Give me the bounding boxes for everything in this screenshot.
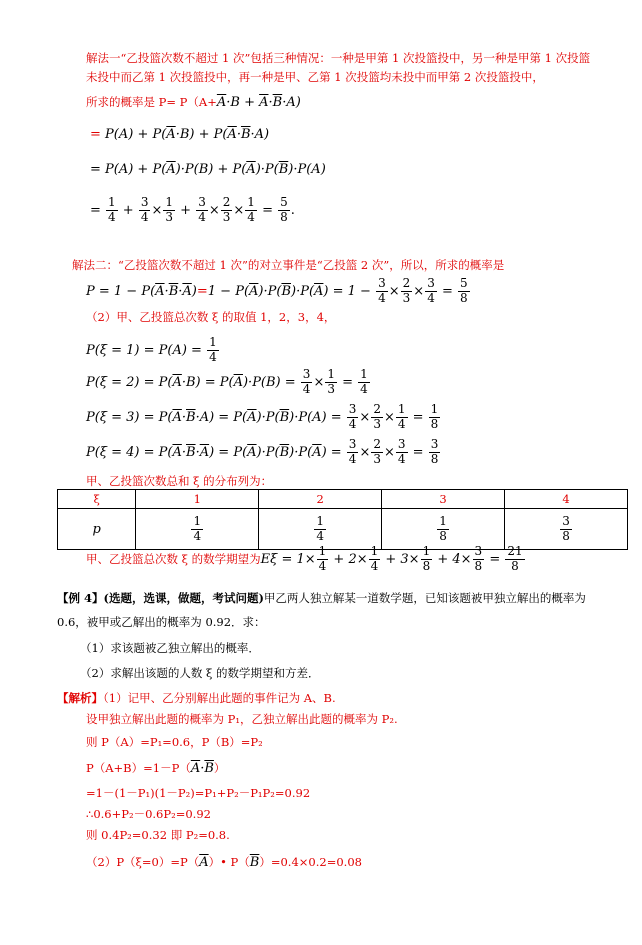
p-xi-1: P(ξ = 1) = P(A) = $\frac{1}{4}$ <box>86 335 217 364</box>
method1-prob-expr: $\overline{A}\cdot B + \overline{A}\cdot\overline{B}\cdot A$) <box>216 95 301 110</box>
table-row-probs <box>58 509 628 550</box>
analysis-label: 【解析】 <box>57 691 103 705</box>
analysis-s4 <box>86 760 225 776</box>
method1-eq3: = $P(A) + P(\overline{A})\cdot P(B) + P(\overline{A})\cdot P(\overline{B})\cdot P(A)$ <box>90 162 326 177</box>
expectation-label: 甲、乙投篮总次数 ξ 的数学期望为 <box>86 551 261 566</box>
example4-q2: （2）求解出该题的人数 ξ 的数学期望和方差． <box>80 666 320 680</box>
analysis-s8-mid: ）• P（ <box>208 855 250 869</box>
analysis-s5: =1－(1－P₁)(1－P₂)=P₁+P₂－P₁P₂=0.92 <box>86 786 311 800</box>
analysis-s4-expr: $\overline{A}\cdot\overline{B}$ <box>190 761 214 776</box>
example4-statement: 甲乙两人独立解某一道数学题，已知该题被甲独立解出的概率为 <box>263 591 586 605</box>
p-xi-2: $P(\xi = 2) = P(\overline{A}\cdot B) = P(\overline{A})\cdot P(B)$ = $\frac{3}{4}$ × $\frac{1}{3}$ = $\frac{1}{4}$ <box>86 367 368 396</box>
table-prob-3: $\frac{1}{8}$ <box>382 509 505 550</box>
analysis-s7: 则 0.4P₂=0.32 即 P₂=0.8. <box>86 828 230 842</box>
example4-tags: (选题，选课，做题，考试问题) <box>103 591 264 605</box>
table-header-4: 4 <box>505 490 628 509</box>
analysis-s8 <box>86 854 362 870</box>
part2-intro: （2）甲、乙投篮总次数 ξ 的取值 1，2，3，4， <box>86 310 336 324</box>
method2-line1: 解法二：“乙投篮次数不超过 1 次”的对立事件是“乙投篮 2 次”，所以，所求的概率是 <box>72 258 505 272</box>
table-header-3: 3 <box>382 490 505 509</box>
table-prob-4: $\frac{3}{8}$ <box>505 509 628 550</box>
method1-line1: 解法一“乙投篮次数不超过 1 次”包括三种情况：一种是甲第 1 次投篮投中，另一种是甲第 1 次投篮 <box>86 51 591 65</box>
method1-line2: 未投中而乙第 1 次投篮投中，再一种是甲、乙第 1 次投篮均未投中而甲第 2 次投篮投中， <box>86 70 544 84</box>
method1-eq2: = $P(A) + P(\overline{A}\cdot B) + P(\overline{A}\cdot\overline{B}\cdot A)$ <box>90 127 270 142</box>
analysis-s1: （1）记甲、乙分别解出此题的事件记为 A、B. <box>103 691 336 705</box>
p-xi-3: $P(\xi = 3) = P(\overline{A}\cdot\overline{B}\cdot A) = P(\overline{A})\cdot P(\overline{B})\cdot P(A)$ = $\frac{3}{4}$ × $\frac{2}{3}$ × $\frac{1}{4}$ = $\frac{1}{8}$ <box>86 402 439 431</box>
table-header-2: 2 <box>259 490 382 509</box>
example4-line2: 0.6，被甲或乙解出的概率为 0.92．求： <box>57 615 266 629</box>
analysis-s8-suffix: ）=0.4×0.2=0.08 <box>259 855 362 869</box>
table-row-header <box>58 490 628 509</box>
table-header-1: 1 <box>136 490 259 509</box>
expectation-expr: Eξ = 1× $\frac{1}{4}$ + 2× $\frac{1}{4}$ + 3× $\frac{1}{8}$ + 4× $\frac{3}{8}$ = $\frac{21}{8}$ <box>260 544 523 573</box>
expectation-line <box>86 545 526 574</box>
table-prob-1: $\frac{1}{4}$ <box>136 509 259 550</box>
method1-prob-line <box>86 94 301 110</box>
method1-prob-prefix: 所求的概率是 P= P（A+ <box>86 95 217 109</box>
analysis-s6: ∴0.6+P₂－0.6P₂=0.92 <box>86 807 211 821</box>
table-header-xi: ξ <box>58 490 136 509</box>
analysis-s4-suffix: ） <box>213 761 226 775</box>
analysis-s4-prefix: P（A+B）=1－P（ <box>86 761 191 775</box>
distribution-table <box>57 489 628 550</box>
analysis-s8-a: $\overline{A}$ <box>199 855 209 870</box>
analysis-s2: 设甲独立解出此题的概率为 P₁，乙独立解出此题的概率为 P₂. <box>86 712 398 726</box>
table-prob-2: $\frac{1}{4}$ <box>259 509 382 550</box>
example4-line1 <box>57 590 586 606</box>
example4-q1: （1）求该题被乙独立解出的概率． <box>80 641 260 655</box>
table-p-label: p <box>58 509 136 550</box>
method2-eq: $P = 1 - P(\overline{A}\cdot\overline{B}\cdot\overline{A})=1 - P(\overline{A})\cdot P(\overline{B})\cdot P(\overline{A}) = 1$ − $\frac{3}{4}$ × $\frac{2}{3}$ × $\frac{3}{4}$ = $\frac{5}{8}$ <box>86 276 468 305</box>
method1-eq4: = $\frac{1}{4}$ + $\frac{3}{4}$ × $\frac{1}{3}$ + $\frac{3}{4}$ × $\frac{2}{3}$ × $\frac{1}{4}$ = $\frac{5}{8}$ . <box>90 195 295 224</box>
p-xi-4: $P(\xi = 4) = P(\overline{A}\cdot\overline{B}\cdot\overline{A}) = P(\overline{A})\cdot P(\overline{B})\cdot P(\overline{A})$ = $\frac{3}{4}$ × $\frac{2}{3}$ × $\frac{3}{4}$ = $\frac{3}{8}$ <box>86 437 439 466</box>
analysis-line1 <box>57 690 336 706</box>
analysis-s3: 则 P（A）=P₁=0.6，P（B）=P₂ <box>86 735 263 749</box>
analysis-s8-b: $\overline{B}$ <box>249 855 260 870</box>
analysis-s8-prefix: （2）P（ξ=0）=P（ <box>86 855 200 869</box>
dist-title: 甲、乙投篮次数总和 ξ 的分布列为： <box>86 474 273 488</box>
example4-label: 【例 4】 <box>57 591 104 605</box>
